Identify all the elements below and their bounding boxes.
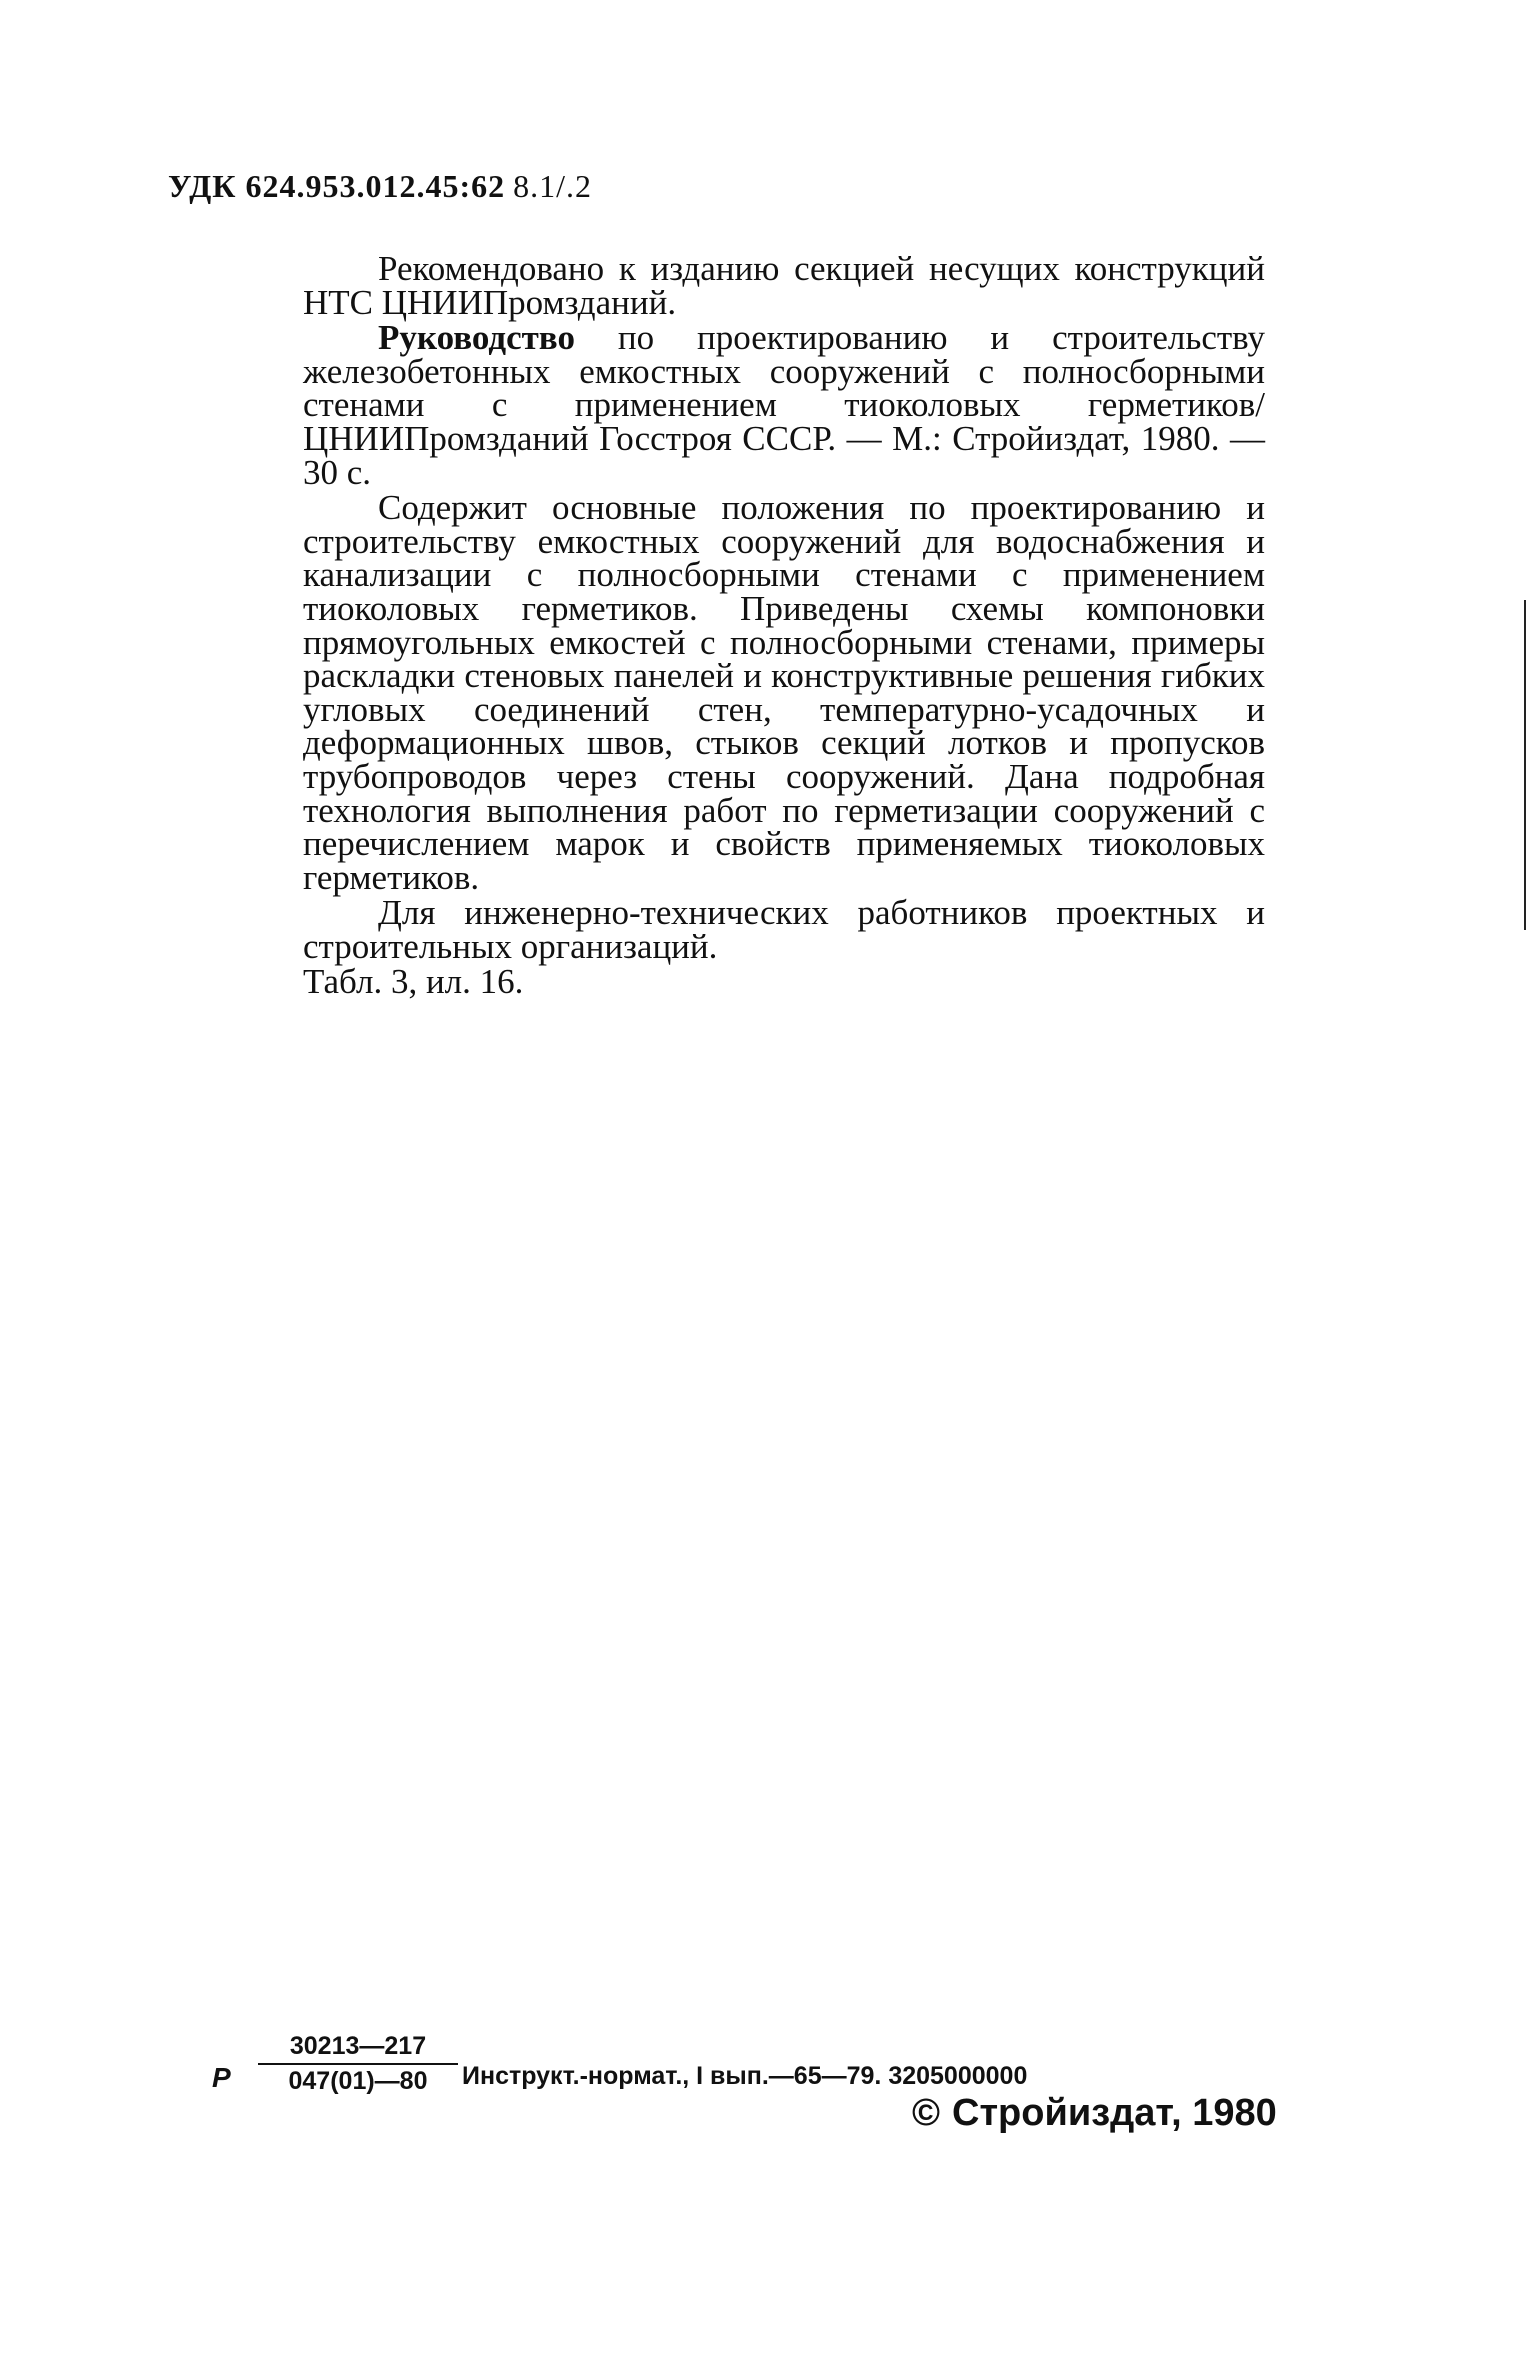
- imprint-details: Инструкт.-нормат., I вып.—65—79. 3205000000: [462, 2062, 1028, 2090]
- bibliography-title: Руководство: [378, 318, 575, 358]
- audience-paragraph: Для инженерно-технических работников проектных и строительных организаций.: [303, 893, 1265, 966]
- tables-note: Табл. 3, ил. 16.: [303, 962, 524, 1002]
- imprint-fraction: [258, 2032, 458, 2096]
- copyright-icon: ©: [912, 2092, 940, 2134]
- udk-label: УДК 624.953.012.45:62: [168, 168, 506, 204]
- copyright-line: [912, 2092, 1277, 2135]
- abstract-paragraph: Содержит основные положения по проектированию и строительству емкостных сооружений для водоснабжения и канализации с полносборными стенами с применением тиоколовых герметиков. Приведены схемы компоновки прямоугольных емкостей с полносборными стенами, примеры раскладки стеновых панелей и конструктивные решения гибких угловых соединений стен, температурно-усадочных и деформационных швов, стыков секций лотков и пропусков трубопроводов через стены сооружений. Дана подробная технология выполнения работ по герметизации сооружений с перечислением марок и свойств применяемых тиоколовых герметиков.: [303, 488, 1265, 897]
- scan-edge-line: [1524, 600, 1526, 930]
- imprint-numerator: 30213—217: [258, 2032, 458, 2065]
- annotation-block: [303, 249, 1265, 1002]
- udk-code: [168, 168, 592, 205]
- imprint-letter: Р: [212, 2062, 231, 2093]
- recommendation-paragraph: Рекомендовано к изданию секцией несущих конструкций НТС ЦНИИПромзданий.: [303, 249, 1265, 322]
- copyright-text: Стройиздат, 1980: [952, 2092, 1277, 2134]
- imprint-denominator: 047(01)—80: [288, 2067, 428, 2095]
- udk-number: 8.1/.2: [513, 168, 593, 204]
- bibliographic-description: [303, 318, 1265, 492]
- bibliography-details: по проектированию и строительству железобетонных емкостных сооружений с полносборными стенами с применением тиоколовых герметиков/ ЦНИИПромзданий Госстроя СССР. — М.: Стройиздат, 1980. — 30 с.: [303, 318, 1265, 492]
